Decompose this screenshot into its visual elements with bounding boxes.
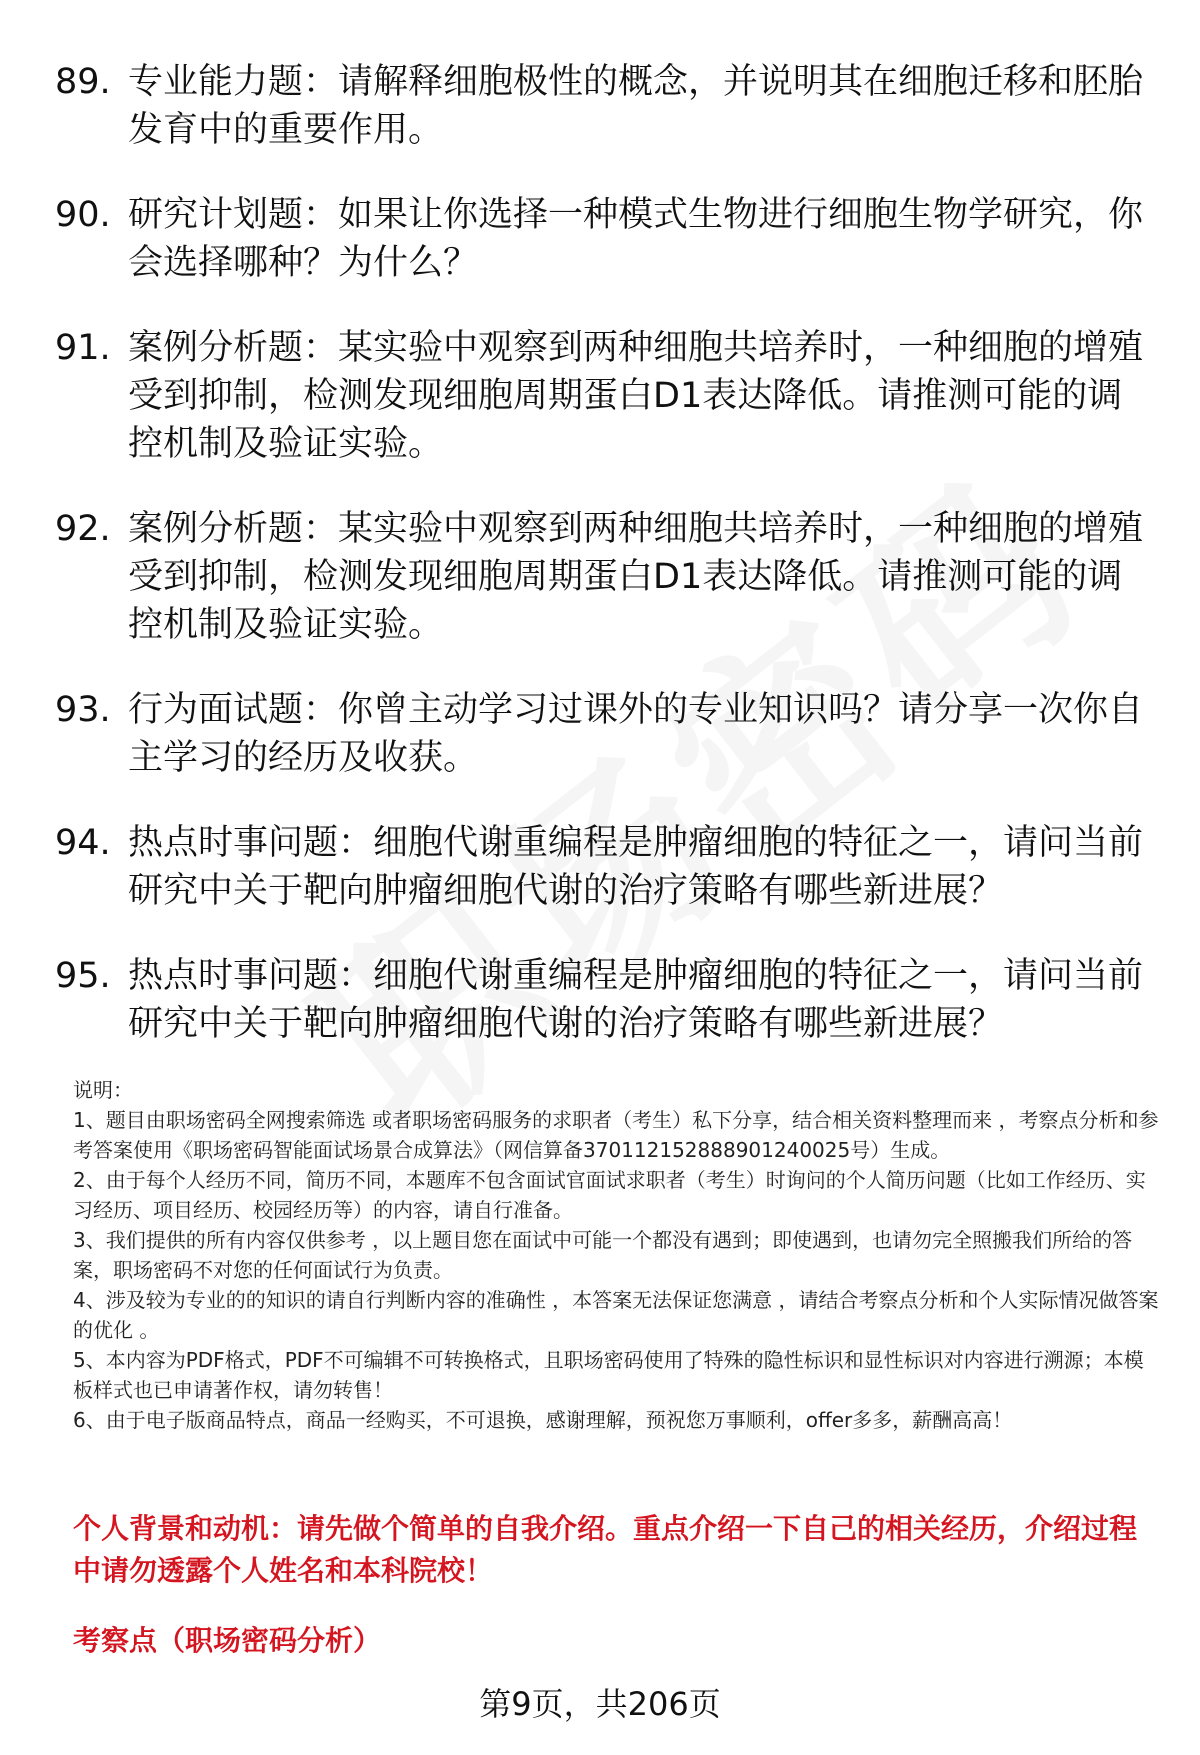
disclaimer-notes (73, 1075, 1163, 1435)
analysis-section-title: 考察点（职场密码分析） (73, 1624, 382, 1657)
question-number: 94. (55, 823, 111, 863)
question-item (55, 686, 1155, 782)
question-item (55, 191, 1155, 287)
question-number: 91. (55, 328, 111, 368)
note-item: 2、由于每个人经历不同，简历不同，本题库不包含面试官面试求职者（考生）时询问的个人简历问题（比如工作经历、实习经历、项目经历、校园经历等）的内容，请自行准备。 (73, 1168, 1146, 1222)
question-item (55, 505, 1155, 649)
question-text: 行为面试题：你曾主动学习过课外的专业知识吗？请分享一次你自主学习的经历及收获。 (128, 690, 1144, 778)
note-item: 4、涉及较为专业的的知识的请自行判断内容的准确性 ，本答案无法保证您满意 ，请结合考察点分析和个人实际情况做答案的优化 。 (73, 1288, 1159, 1342)
question-text: 热点时事问题：细胞代谢重编程是肿瘤细胞的特征之一，请问当前研究中关于靶向肿瘤细胞代谢的治疗策略有哪些新进展？ (128, 823, 1144, 911)
note-item: 6、由于电子版商品特点，商品一经购买，不可退换，感谢理解，预祝您万事顺利，offer多多，薪酬高高！ (73, 1408, 1013, 1432)
highlight-section (73, 1508, 1163, 1662)
question-text: 专业能力题：请解释细胞极性的概念，并说明其在细胞迁移和胚胎发育中的重要作用。 (128, 62, 1144, 150)
question-item (55, 58, 1155, 154)
highlight-question: 个人背景和动机：请先做个简单的自我介绍。重点介绍一下自己的相关经历，介绍过程中请勿透露个人姓名和本科院校！ (73, 1512, 1138, 1587)
page-number: 第9页，共206页 (479, 1685, 721, 1723)
notes-title: 说明： (73, 1078, 133, 1102)
note-item: 3、我们提供的所有内容仅供参考 ，以上题目您在面试中可能一个都没有遇到；即使遇到，也请勿完全照搬我们所给的答案，职场密码不对您的任何面试行为负责。 (73, 1228, 1133, 1282)
note-item: 1、题目由职场密码全网搜索筛选 或者职场密码服务的求职者（考生）私下分享，结合相关资料整理而来 ，考察点分析和参考答案使用《职场密码智能面试场景合成算法》（网信算备370112152888901240025号）生成。 (73, 1108, 1159, 1162)
question-number: 89. (55, 62, 111, 102)
question-number: 90. (55, 195, 111, 235)
question-number: 93. (55, 690, 111, 730)
question-item (55, 324, 1155, 468)
note-item: 5、本内容为PDF格式，PDF不可编辑不可转换格式，且职场密码使用了特殊的隐性标识和显性标识对内容进行溯源；本模板样式也已申请著作权，请勿转售！ (73, 1348, 1144, 1402)
question-number: 95. (55, 956, 111, 996)
question-item (55, 819, 1155, 915)
question-text: 案例分析题：某实验中观察到两种细胞共培养时，一种细胞的增殖受到抑制，检测发现细胞周期蛋白D1表达降低。请推测可能的调控机制及验证实验。 (128, 328, 1144, 464)
question-text: 研究计划题：如果让你选择一种模式生物进行细胞生物学研究，你会选择哪种？为什么？ (128, 195, 1144, 283)
question-number: 92. (55, 509, 111, 549)
question-list (55, 58, 1155, 1085)
question-text: 案例分析题：某实验中观察到两种细胞共培养时，一种细胞的增殖受到抑制，检测发现细胞周期蛋白D1表达降低。请推测可能的调控机制及验证实验。 (128, 509, 1144, 645)
question-item (55, 952, 1155, 1048)
question-text: 热点时事问题：细胞代谢重编程是肿瘤细胞的特征之一，请问当前研究中关于靶向肿瘤细胞代谢的治疗策略有哪些新进展？ (128, 956, 1144, 1044)
